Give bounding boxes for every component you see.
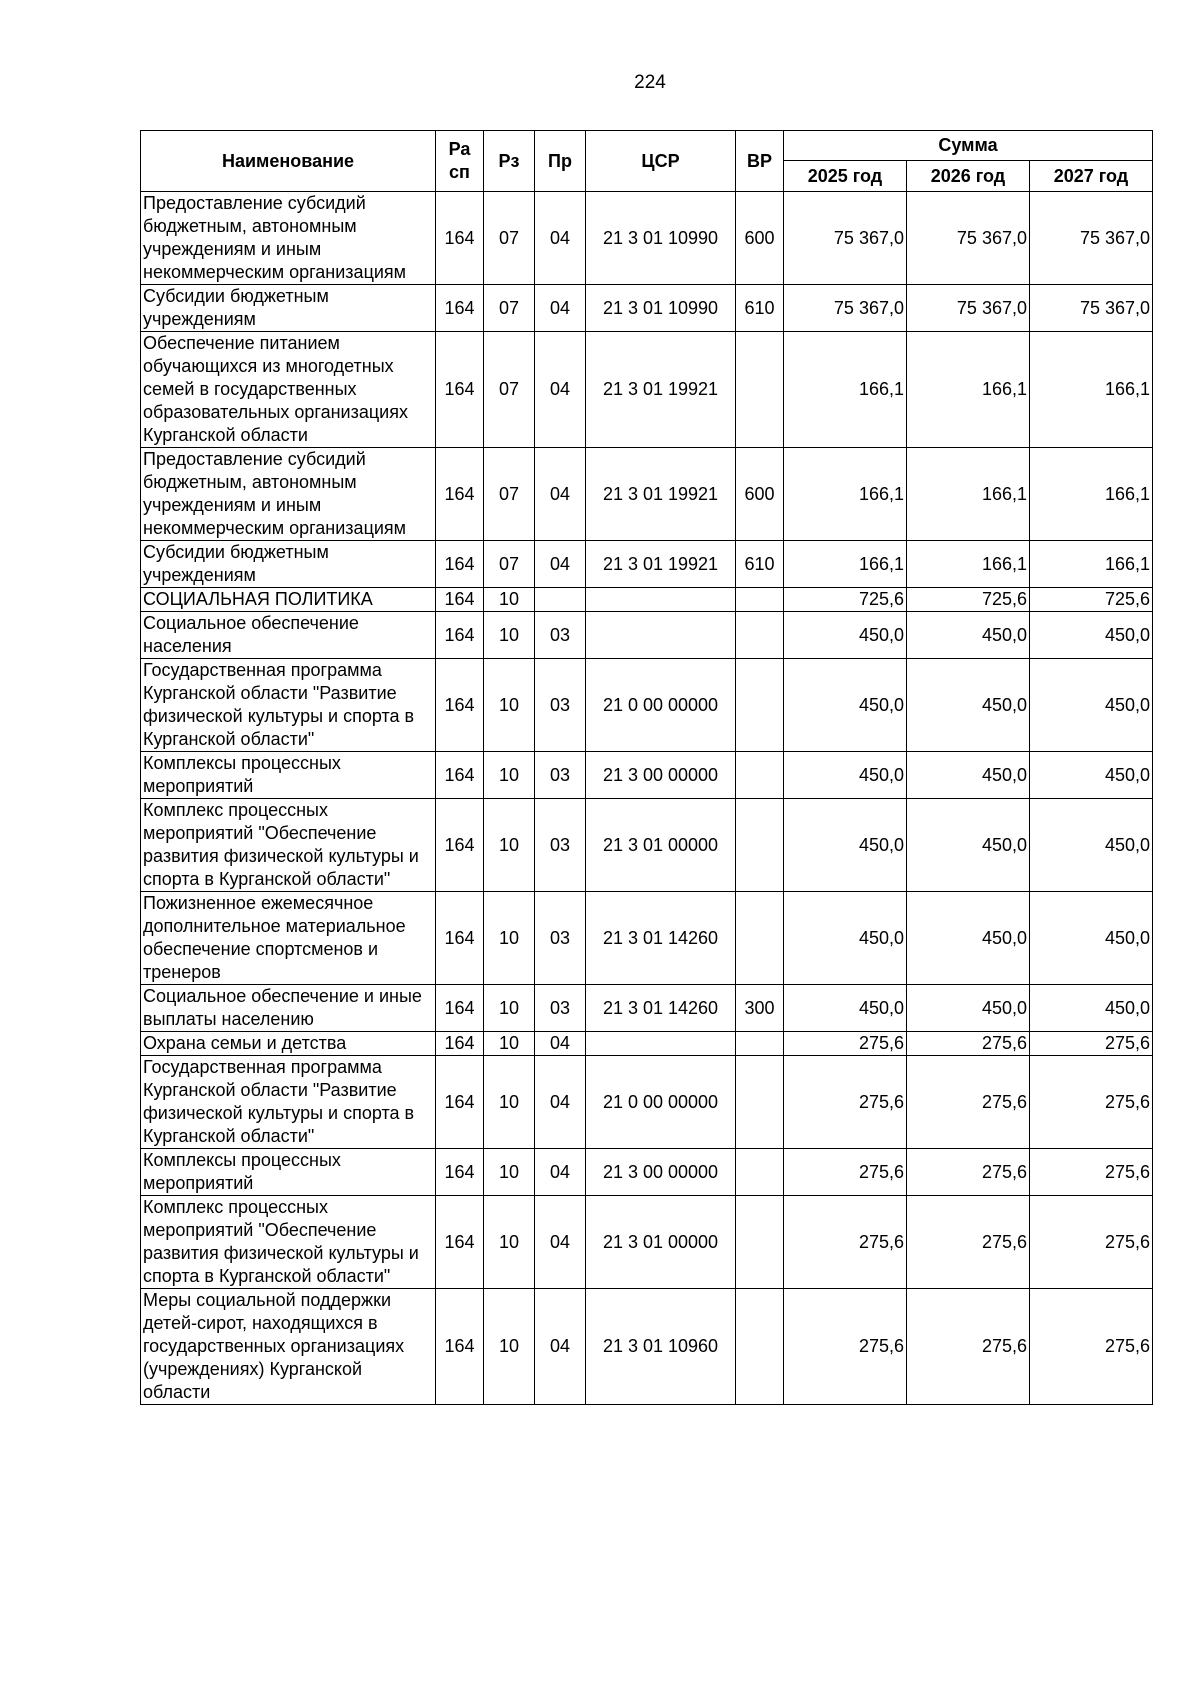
row-vr: [736, 1289, 784, 1405]
row-name: Меры социальной поддержки детей-сирот, находящихся в государственных организациях (учреждениях) Курганской области: [141, 1289, 436, 1405]
row-rz: 10: [484, 799, 535, 892]
row-amount-2027: 450,0: [1030, 752, 1153, 799]
row-csr: 21 3 01 10990: [586, 285, 736, 332]
row-amount-2025: 450,0: [784, 752, 907, 799]
row-rz: 10: [484, 588, 535, 612]
row-amount-2025: 166,1: [784, 448, 907, 541]
table-row: [141, 1289, 1153, 1405]
row-pr: 03: [535, 892, 586, 985]
row-name: Комплекс процессных мероприятий "Обеспечение развития физической культуры и спорта в Курганской области": [141, 799, 436, 892]
row-rz: 07: [484, 192, 535, 285]
table-row: [141, 799, 1153, 892]
row-name: Охрана семьи и детства: [141, 1032, 436, 1056]
row-pr: 04: [535, 1149, 586, 1196]
row-pr: 03: [535, 659, 586, 752]
row-rasp: 164: [436, 588, 484, 612]
row-amount-2026: 166,1: [907, 332, 1030, 448]
row-amount-2026: 275,6: [907, 1149, 1030, 1196]
row-rasp: 164: [436, 799, 484, 892]
row-vr: [736, 1196, 784, 1289]
row-vr: [736, 612, 784, 659]
row-amount-2025: 450,0: [784, 659, 907, 752]
table-row: [141, 192, 1153, 285]
header-rz: Рз: [484, 131, 535, 192]
row-rasp: 164: [436, 985, 484, 1032]
row-csr: 21 3 01 19921: [586, 332, 736, 448]
row-rasp: 164: [436, 448, 484, 541]
row-rz: 07: [484, 332, 535, 448]
header-csr: ЦСР: [586, 131, 736, 192]
table-row: [141, 1196, 1153, 1289]
row-amount-2027: 450,0: [1030, 659, 1153, 752]
row-rasp: 164: [436, 1149, 484, 1196]
row-pr: 03: [535, 799, 586, 892]
row-csr: 21 3 01 00000: [586, 1196, 736, 1289]
row-name: Социальное обеспечение и иные выплаты населению: [141, 985, 436, 1032]
row-rz: 10: [484, 985, 535, 1032]
row-amount-2025: 166,1: [784, 332, 907, 448]
row-pr: 04: [535, 332, 586, 448]
row-rasp: 164: [436, 612, 484, 659]
row-amount-2027: 166,1: [1030, 541, 1153, 588]
row-rz: 10: [484, 659, 535, 752]
row-amount-2025: 450,0: [784, 985, 907, 1032]
row-amount-2025: 275,6: [784, 1056, 907, 1149]
row-amount-2025: 275,6: [784, 1289, 907, 1405]
row-amount-2027: 166,1: [1030, 332, 1153, 448]
row-name: Социальное обеспечение населения: [141, 612, 436, 659]
table-row: [141, 985, 1153, 1032]
row-pr: 04: [535, 541, 586, 588]
table-body: [141, 192, 1153, 1405]
table-row: [141, 1056, 1153, 1149]
page-number: 224: [634, 72, 666, 93]
row-rz: 10: [484, 892, 535, 985]
row-amount-2026: 450,0: [907, 985, 1030, 1032]
row-rz: 10: [484, 1032, 535, 1056]
row-amount-2025: 275,6: [784, 1196, 907, 1289]
row-amount-2027: 75 367,0: [1030, 192, 1153, 285]
row-amount-2026: 450,0: [907, 892, 1030, 985]
row-name: Государственная программа Курганской области "Развитие физической культуры и спорта в Курганской области": [141, 659, 436, 752]
row-rasp: 164: [436, 332, 484, 448]
row-amount-2025: 450,0: [784, 612, 907, 659]
row-csr: 21 3 01 10960: [586, 1289, 736, 1405]
row-rasp: 164: [436, 1196, 484, 1289]
row-vr: 610: [736, 541, 784, 588]
table-header: [141, 131, 1153, 192]
row-amount-2025: 450,0: [784, 892, 907, 985]
row-vr: 600: [736, 448, 784, 541]
row-rasp: 164: [436, 285, 484, 332]
row-name: Субсидии бюджетным учреждениям: [141, 285, 436, 332]
row-vr: 610: [736, 285, 784, 332]
row-vr: [736, 1056, 784, 1149]
row-csr: 21 3 01 10990: [586, 192, 736, 285]
row-amount-2025: 275,6: [784, 1149, 907, 1196]
row-csr: 21 3 01 14260: [586, 892, 736, 985]
row-rz: 10: [484, 612, 535, 659]
header-year-2026: 2026 год: [907, 161, 1030, 192]
table-row: [141, 588, 1153, 612]
row-name: Предоставление субсидий бюджетным, автономным учреждениям и иным некоммерческим организациям: [141, 448, 436, 541]
row-name: СОЦИАЛЬНАЯ ПОЛИТИКА: [141, 588, 436, 612]
row-name: Государственная программа Курганской области "Развитие физической культуры и спорта в Курганской области": [141, 1056, 436, 1149]
row-name: Пожизненное ежемесячное дополнительное материальное обеспечение спортсменов и тренеров: [141, 892, 436, 985]
row-rasp: 164: [436, 192, 484, 285]
row-pr: 04: [535, 285, 586, 332]
row-amount-2027: 166,1: [1030, 448, 1153, 541]
table-row: [141, 1032, 1153, 1056]
row-amount-2025: 275,6: [784, 1032, 907, 1056]
row-name: Субсидии бюджетным учреждениям: [141, 541, 436, 588]
row-pr: 03: [535, 752, 586, 799]
row-amount-2026: 450,0: [907, 752, 1030, 799]
row-rz: 10: [484, 1196, 535, 1289]
table-row: [141, 448, 1153, 541]
row-vr: [736, 799, 784, 892]
row-csr: 21 0 00 00000: [586, 659, 736, 752]
row-name: Комплексы процессных мероприятий: [141, 752, 436, 799]
row-rz: 10: [484, 1289, 535, 1405]
row-csr: [586, 612, 736, 659]
row-amount-2026: 275,6: [907, 1032, 1030, 1056]
row-vr: [736, 588, 784, 612]
row-vr: [736, 332, 784, 448]
row-rz: 10: [484, 1149, 535, 1196]
row-amount-2026: 450,0: [907, 659, 1030, 752]
table-row: [141, 1149, 1153, 1196]
row-pr: 03: [535, 612, 586, 659]
row-amount-2027: 275,6: [1030, 1056, 1153, 1149]
row-amount-2026: 166,1: [907, 541, 1030, 588]
row-amount-2025: 450,0: [784, 799, 907, 892]
header-name: Наименование: [141, 131, 436, 192]
row-amount-2026: 450,0: [907, 799, 1030, 892]
row-amount-2026: 275,6: [907, 1289, 1030, 1405]
row-csr: 21 3 01 19921: [586, 448, 736, 541]
table-row: [141, 332, 1153, 448]
row-csr: 21 3 00 00000: [586, 752, 736, 799]
table-row: [141, 285, 1153, 332]
row-amount-2027: 725,6: [1030, 588, 1153, 612]
header-sum: Сумма: [784, 131, 1153, 161]
header-year-2025: 2025 год: [784, 161, 907, 192]
row-amount-2027: 275,6: [1030, 1032, 1153, 1056]
row-csr: [586, 588, 736, 612]
row-vr: [736, 752, 784, 799]
row-pr: 03: [535, 985, 586, 1032]
row-name: Комплексы процессных мероприятий: [141, 1149, 436, 1196]
header-pr: Пр: [535, 131, 586, 192]
row-vr: [736, 1032, 784, 1056]
row-amount-2027: 75 367,0: [1030, 285, 1153, 332]
row-amount-2027: 275,6: [1030, 1196, 1153, 1289]
row-rasp: 164: [436, 541, 484, 588]
row-amount-2027: 450,0: [1030, 612, 1153, 659]
header-vr: ВР: [736, 131, 784, 192]
row-vr: 300: [736, 985, 784, 1032]
row-amount-2025: 725,6: [784, 588, 907, 612]
row-vr: [736, 1149, 784, 1196]
header-year-2027: 2027 год: [1030, 161, 1153, 192]
row-name: Предоставление субсидий бюджетным, автономным учреждениям и иным некоммерческим организациям: [141, 192, 436, 285]
row-vr: [736, 659, 784, 752]
table-row: [141, 892, 1153, 985]
row-pr: 04: [535, 1056, 586, 1149]
row-amount-2025: 166,1: [784, 541, 907, 588]
row-vr: 600: [736, 192, 784, 285]
row-amount-2027: 275,6: [1030, 1149, 1153, 1196]
row-rasp: 164: [436, 1032, 484, 1056]
row-vr: [736, 892, 784, 985]
row-rz: 07: [484, 448, 535, 541]
row-pr: [535, 588, 586, 612]
row-amount-2025: 75 367,0: [784, 192, 907, 285]
row-amount-2026: 75 367,0: [907, 285, 1030, 332]
row-csr: 21 3 01 19921: [586, 541, 736, 588]
row-rasp: 164: [436, 752, 484, 799]
row-rasp: 164: [436, 892, 484, 985]
row-pr: 04: [535, 1196, 586, 1289]
row-csr: 21 0 00 00000: [586, 1056, 736, 1149]
row-pr: 04: [535, 192, 586, 285]
row-rasp: 164: [436, 659, 484, 752]
row-amount-2026: 166,1: [907, 448, 1030, 541]
row-rz: 10: [484, 1056, 535, 1149]
row-pr: 04: [535, 448, 586, 541]
row-amount-2026: 725,6: [907, 588, 1030, 612]
row-csr: [586, 1032, 736, 1056]
row-amount-2025: 75 367,0: [784, 285, 907, 332]
row-pr: 04: [535, 1289, 586, 1405]
row-csr: 21 3 00 00000: [586, 1149, 736, 1196]
row-rasp: 164: [436, 1289, 484, 1405]
budget-table: [140, 130, 1153, 1405]
row-rz: 07: [484, 285, 535, 332]
header-rasp: Ра сп: [436, 131, 484, 192]
row-rz: 10: [484, 752, 535, 799]
row-csr: 21 3 01 14260: [586, 985, 736, 1032]
table-row: [141, 541, 1153, 588]
row-csr: 21 3 01 00000: [586, 799, 736, 892]
row-amount-2026: 450,0: [907, 612, 1030, 659]
row-rz: 07: [484, 541, 535, 588]
table-row: [141, 612, 1153, 659]
row-amount-2027: 450,0: [1030, 799, 1153, 892]
row-amount-2027: 450,0: [1030, 892, 1153, 985]
row-name: Обеспечение питанием обучающихся из многодетных семей в государственных образовательных организациях Курганской области: [141, 332, 436, 448]
row-amount-2027: 450,0: [1030, 985, 1153, 1032]
row-amount-2026: 275,6: [907, 1056, 1030, 1149]
row-rasp: 164: [436, 1056, 484, 1149]
row-amount-2026: 275,6: [907, 1196, 1030, 1289]
row-amount-2026: 75 367,0: [907, 192, 1030, 285]
row-pr: 04: [535, 1032, 586, 1056]
table-row: [141, 659, 1153, 752]
table-row: [141, 752, 1153, 799]
row-name: Комплекс процессных мероприятий "Обеспечение развития физической культуры и спорта в Курганской области": [141, 1196, 436, 1289]
row-amount-2027: 275,6: [1030, 1289, 1153, 1405]
